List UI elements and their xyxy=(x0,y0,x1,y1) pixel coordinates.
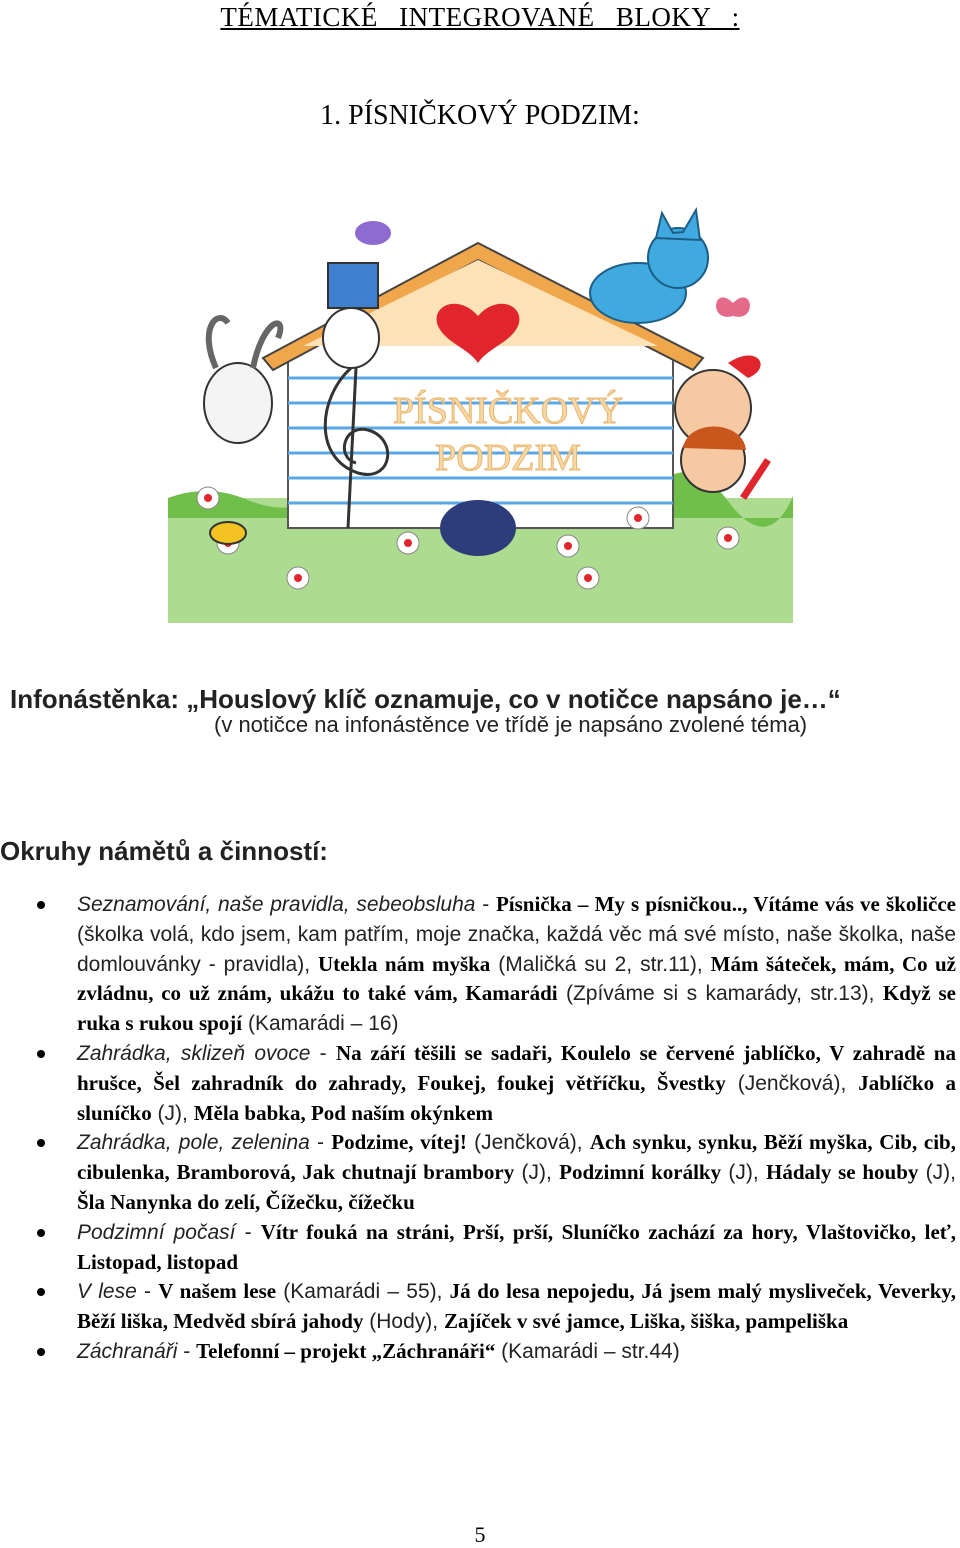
section-subtitle: 1. PÍSNIČKOVÝ PODZIM: xyxy=(320,100,640,131)
blue-hat xyxy=(328,263,378,308)
bee xyxy=(210,522,246,544)
list-item: V lese - V našem lese (Kamarádi – 55), Já do lesa nepojedu, Já jsem malý mysliveček, Veverky, Běží liška, Medvěd sbírá jahody (Hody), Zajíček v své jamce, Liška, šiška, pampeliška xyxy=(0,1277,960,1337)
section-heading: Okruhy námětů a činností: xyxy=(0,836,328,866)
bird xyxy=(355,221,391,245)
info-quote: „Houslový klíč oznamuje, co v notičce napsáno je…“ xyxy=(186,684,841,714)
illustration xyxy=(168,198,793,623)
info-line xyxy=(10,684,841,715)
list-item: Seznamování, naše pravidla, sebeobsluha - Písnička – My s písničkou.., Vítáme vás ve školičce (školka volá, kdo jsem, kam patřím, moje značka, každá věc má své místo, naše školka, naše domlouvánky - pravidla), Utekla nám myška (Maličká su 2, str.11), Mám šáteček, mám, Co už zvládnu, co už znám, ukážu to také vám, Kamarádi (Zpíváme si s kamarády, str.13), Když se ruka s rukou spojí (Kamarádi – 16) xyxy=(0,890,960,1039)
goat-head xyxy=(204,363,272,443)
illustration-title-line2: PODZIM xyxy=(435,437,581,479)
mole xyxy=(440,500,516,556)
illustration-title-line1: PÍSNIČKOVÝ xyxy=(392,390,624,432)
cat-ears xyxy=(656,210,700,240)
pencil xyxy=(743,460,768,498)
info-note: (v notičce na infonástěnce ve třídě je napsáno zvolené téma) xyxy=(214,712,808,737)
list-item: Záchranáři - Telefonní – projekt „Záchranáři“ (Kamarádi – str.44) xyxy=(0,1337,960,1367)
info-label: Infonástěnka: xyxy=(10,684,180,714)
list-item: Podzimní počasí - Vítr fouká na stráni, Prší, prší, Sluníčko zachází za hory, Vlaštovičko, leť, Listopad, listopad xyxy=(0,1218,960,1278)
page-number: 5 xyxy=(474,1522,486,1547)
list-item: Zahrádka, sklizeň ovoce - Na září těšili se sadaři, Koulelo se červené jablíčko, V zahradě na hrušce, Šel zahradník do zahrady, Foukej, foukej větříčku, Švestky (Jenčková), Jablíčko a sluníčko (J), Měla babka, Pod naším okýnkem xyxy=(0,1039,960,1128)
page-title: TÉMATICKÉ INTEGROVANÉ BLOKY : xyxy=(220,2,740,32)
topic-list xyxy=(0,890,960,1367)
list-item: Zahrádka, pole, zelenina - Podzime, vítej! (Jenčková), Ach synku, synku, Běží myška, Cib, cib, cibulenka, Bramborová, Jak chutnají brambory (J), Podzimní korálky (J), Hádaly se houby (J), Šla Nanynka do zelí, Čížečku, čížečku xyxy=(0,1128,960,1217)
butterfly xyxy=(716,297,750,316)
clef-face xyxy=(323,308,379,368)
